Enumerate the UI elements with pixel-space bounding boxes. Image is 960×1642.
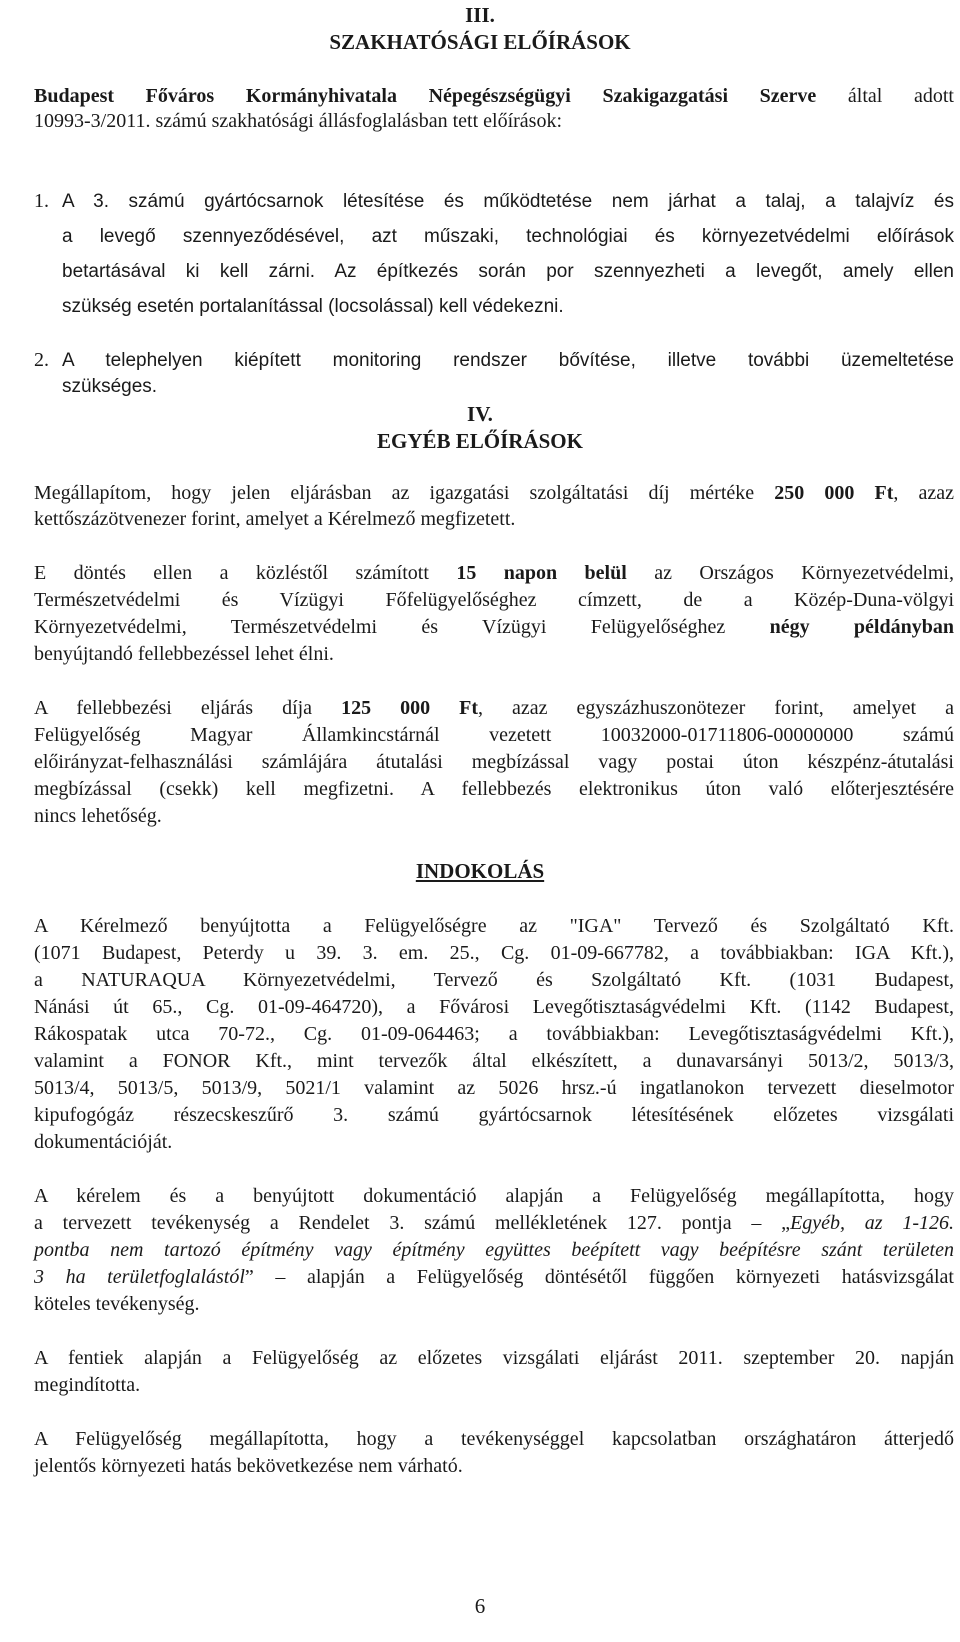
item-1-number: 1. xyxy=(34,190,49,212)
reasoning-p1-line-8: kipufogógáz részecskeszűrő 3. számú gyártócsarnok létesítésének előzetes vizsgálati xyxy=(34,1104,954,1126)
reasoning-p4-line-1: A Felügyelőség megállapította, hogy a tevékenységgel kapcsolatban országhatáron átterjedő xyxy=(34,1428,954,1450)
appeal-deadline: 15 napon belül xyxy=(456,562,627,584)
authority-name: Budapest Főváros Kormányhivatala Népegészségügyi Szakigazgatási Szerve xyxy=(34,85,817,107)
copies-count: négy példányban xyxy=(769,616,954,638)
reasoning-p1-line-5: Rákospatak utca 70-72., Cg. 01-09-064463; a továbbiakban: Levegőtisztaságvédelmi Kft.), xyxy=(34,1023,954,1045)
reasoning-p3-line-1: A fentiek alapján a Felügyelőség az előzetes vizsgálati eljárást 2011. szeptember 20. napján xyxy=(34,1347,954,1369)
appeal-fee-line-1-c: , azaz egyszázhuszonötezer forint, amelyet a xyxy=(478,697,954,719)
section-3-intro-line-2: 10993-3/2011. számú szakhatósági állásfoglalásban tett előírások: xyxy=(34,110,563,132)
reasoning-p2-line-2 xyxy=(34,1213,954,1233)
appeal-line-1 xyxy=(34,563,954,583)
appeal-fee-line-3: előirányzat-felhasználási számlájára átutalási megbízással vagy postai úton készpénz-átutalási xyxy=(34,751,954,773)
fee-line-1-c: , azaz xyxy=(893,482,954,504)
section-3-intro-line-1 xyxy=(34,86,954,106)
appeal-fee-amount: 125 000 Ft xyxy=(341,697,478,719)
appeal-fee-line-1-a: A fellebbezési eljárás díja xyxy=(34,697,342,719)
intro-line-1-rest: által adott xyxy=(816,85,954,107)
appeal-fee-line-2: Felügyelőség Magyar Államkincstárnál vezetett 10032000-01711806-00000000 számú xyxy=(34,724,954,746)
reasoning-p1-line-9: dokumentációját. xyxy=(34,1131,173,1153)
reasoning-p2-line-2-italic: Egyéb, az 1-126. xyxy=(790,1212,955,1234)
appeal-fee-line-5: nincs lehetőség. xyxy=(34,805,162,827)
item-1-line-4: szükség esetén portalanítással (locsolással) kell védekezni. xyxy=(62,296,564,317)
fee-line-1-a: Megállapítom, hogy jelen eljárásban az igazgatási szolgáltatási díj mértéke xyxy=(34,482,775,504)
reasoning-p2-line-4 xyxy=(34,1267,954,1287)
reasoning-p1-line-1: A Kérelmező benyújtotta a Felügyelőségre az "IGA" Tervező és Szolgáltató Kft. xyxy=(34,915,954,937)
item-2-line-1: A telephelyen kiépített monitoring rendszer bővítése, illetve további üzemeltetése xyxy=(62,350,954,371)
item-1-line-1: A 3. számú gyártócsarnok létesítése és működtetése nem járhat a talaj, a talajvíz és xyxy=(62,191,954,212)
fee-amount: 250 000 Ft xyxy=(774,482,894,504)
item-1-line-3: betartásával ki kell zárni. Az építkezés során por szennyezheti a levegőt, amely ellen xyxy=(62,261,954,282)
item-1-line-2: a levegő szennyeződésével, azt műszaki, technológiai és környezetvédelmi előírások xyxy=(62,226,954,247)
reasoning-p1-line-2: (1071 Budapest, Peterdy u 39. 3. em. 25., Cg. 01-09-667782, a továbbiakban: IGA Kft.), xyxy=(34,942,954,964)
reasoning-p1-line-7: 5013/4, 5013/5, 5013/9, 5021/1 valamint az 5026 hrsz.-ú ingatlanokon tervezett dieselmotor xyxy=(34,1077,954,1099)
reasoning-p2-line-4-italic: 3 ha területfoglalástól xyxy=(34,1266,245,1288)
appeal-line-3 xyxy=(34,617,954,637)
section-3-title: SZAKHATÓSÁGI ELŐÍRÁSOK xyxy=(329,30,631,54)
section-4-roman: IV. xyxy=(467,402,493,426)
reasoning-title: INDOKOLÁS xyxy=(415,859,545,883)
section-4-title: EGYÉB ELŐÍRÁSOK xyxy=(377,429,583,453)
appeal-line-1-c: az Országos Környezetvédelmi, xyxy=(626,562,954,584)
appeal-line-4: benyújtandó fellebbezéssel lehet élni. xyxy=(34,643,334,665)
page-number: 6 xyxy=(474,1594,486,1618)
section-3-roman: III. xyxy=(465,3,495,27)
reasoning-p2-line-1: A kérelem és a benyújtott dokumentáció alapján a Felügyelőség megállapította, hogy xyxy=(34,1185,954,1207)
reasoning-p1-line-4: Nánási út 65., Cg. 01-09-464720), a Fővárosi Levegőtisztaságvédelmi Kft. (1142 Budapest, xyxy=(34,996,954,1018)
reasoning-p1-line-6: valamint a FONOR Kft., mint tervezők által elkészített, a dunavarsányi 5013/2, 5013/3, xyxy=(34,1050,954,1072)
reasoning-p2-line-5: köteles tevékenység. xyxy=(34,1293,200,1315)
fee-line-1 xyxy=(34,483,954,503)
appeal-line-1-a: E döntés ellen a közléstől számított xyxy=(34,562,457,584)
item-2-line-2: szükséges. xyxy=(62,376,158,397)
appeal-line-3-a: Környezetvédelmi, Természetvédelmi és Vízügyi Felügyelőséghez xyxy=(34,616,770,638)
reasoning-p3-line-2: megindította. xyxy=(34,1374,141,1396)
fee-line-2: kettőszázötvenezer forint, amelyet a Kérelmező megfizetett. xyxy=(34,508,516,530)
reasoning-p1-line-3: a NATURAQUA Környezetvédelmi, Tervező és Szolgáltató Kft. (1031 Budapest, xyxy=(34,969,954,991)
reasoning-p2-line-4-rest: ” – alapján a Felügyelőség döntésétől függően környezeti hatásvizsgálat xyxy=(244,1266,954,1288)
reasoning-p4-line-2: jelentős környezeti hatás bekövetkezése nem várható. xyxy=(34,1455,463,1477)
appeal-line-2: Természetvédelmi és Vízügyi Főfelügyelőséghez címzett, de a Közép-Duna-völgyi xyxy=(34,589,954,611)
reasoning-p2-line-2-a: a tervezett tevékenység a Rendelet 3. számú mellékletének 127. pontja – „ xyxy=(34,1212,791,1234)
appeal-fee-line-1 xyxy=(34,698,954,718)
appeal-fee-line-4: megbízással (csekk) kell megfizetni. A fellebbezés elektronikus úton való előterjesztésére xyxy=(34,778,954,800)
item-2-number: 2. xyxy=(34,349,49,371)
reasoning-p2-line-3: pontba nem tartozó építmény vagy építmény együttes beépített vagy beépítésre szánt területen xyxy=(34,1239,954,1261)
